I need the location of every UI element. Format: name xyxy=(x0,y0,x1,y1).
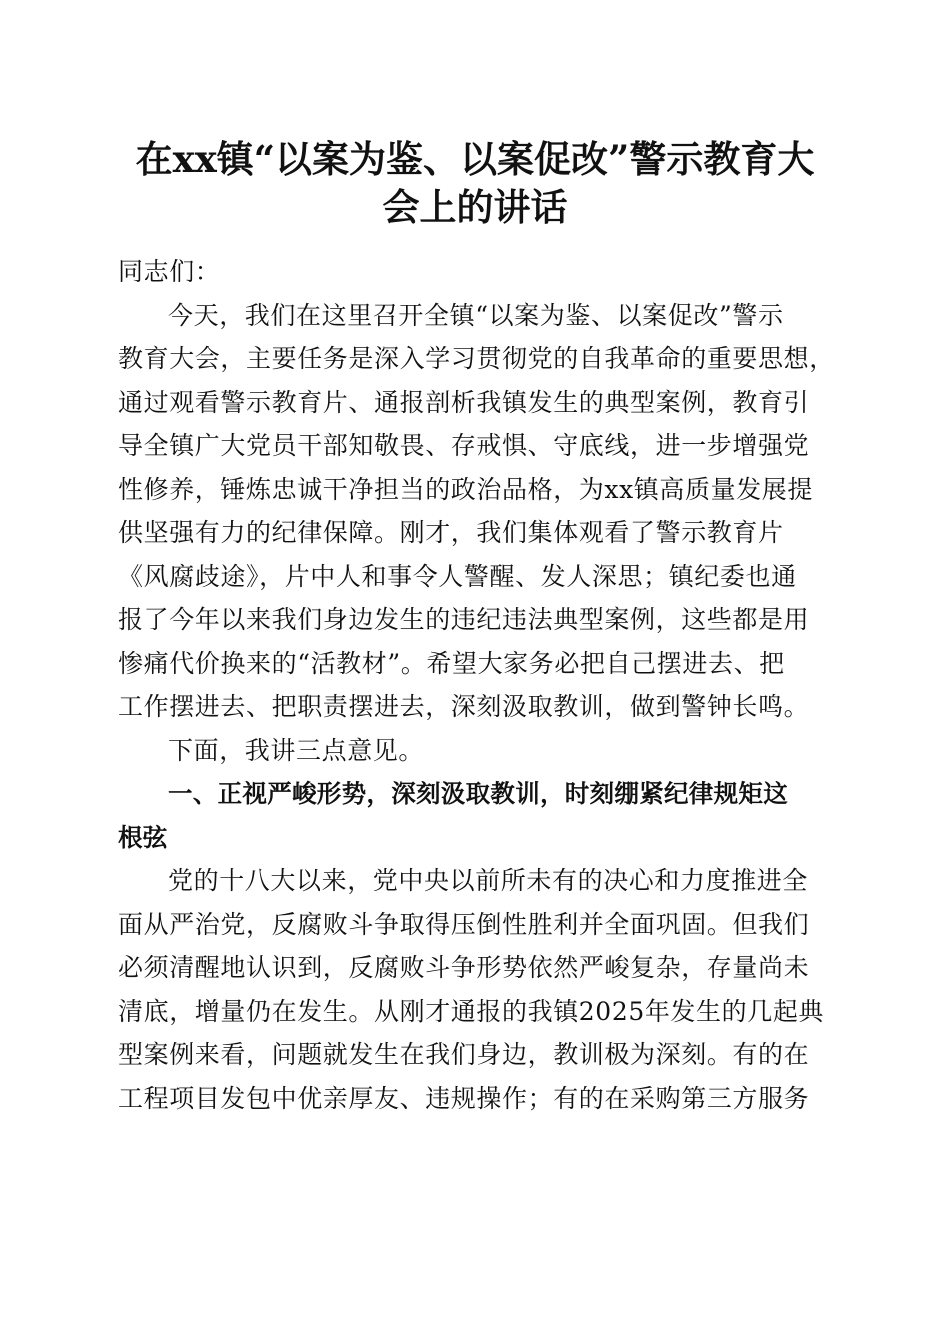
paragraph-line: 面从严治党，反腐败斗争取得压倒性胜利并全面巩固。但我们 xyxy=(118,909,810,939)
title-line-1: 在xx镇“以案为鉴、以案促改”警示教育大 xyxy=(135,137,815,181)
salutation: 同志们： xyxy=(118,257,221,286)
paragraph-line: 《风腐歧途》，片中人和事令人警醒、发人深思；镇纪委也通 xyxy=(118,561,797,591)
heading-line: 根弦 xyxy=(118,822,168,852)
document-body xyxy=(118,250,834,1120)
paragraph-line: 党的十八大以来，党中央以前所未有的决心和力度推进全 xyxy=(168,866,809,895)
paragraph-line: 通过观看警示教育片、通报剖析我镇发生的典型案例，教育引 xyxy=(118,387,810,417)
heading-line: 一、正视严峻形势，深刻汲取教训，时刻绷紧纪律规矩这 xyxy=(168,779,788,808)
paragraph-line: 今天，我们在这里召开全镇“以案为鉴、以案促改”警示 xyxy=(168,300,784,330)
document-title xyxy=(100,135,850,231)
paragraph-line: 导全镇广大党员干部知敬畏、存戒惧、守底线，进一步增强党 xyxy=(118,431,810,460)
paragraph-section-1 xyxy=(118,859,834,1120)
paragraph-line: 型案例来看，问题就发生在我们身边，教训极为深刻。有的在 xyxy=(118,1040,810,1069)
paragraph-line: 必须清醒地认识到，反腐败斗争形势依然严峻复杂，存量尚未 xyxy=(118,953,810,982)
paragraph-line: 工作摆进去、把职责摆进去，深刻汲取教训，做到警钟长鸣。 xyxy=(118,692,810,721)
paragraph-line: 报了今年以来我们身边发生的违纪违法典型案例，这些都是用 xyxy=(118,605,810,634)
paragraph-line: 惨痛代价换来的“活教材”。希望大家务必把自己摆进去、把 xyxy=(118,648,785,678)
paragraph-line: 教育大会，主要任务是深入学习贯彻党的自我革命的重要思想， xyxy=(118,344,835,373)
paragraph-line: 清底，增量仍在发生。从刚才通报的我镇2025年发生的几起典 xyxy=(118,996,825,1026)
paragraph-transition: 下面，我讲三点意见。 xyxy=(168,735,425,765)
section-heading-1 xyxy=(118,772,834,859)
paragraph-line: 供坚强有力的纪律保障。刚才，我们集体观看了警示教育片 xyxy=(118,518,784,547)
paragraph-opening xyxy=(118,294,834,729)
paragraph-line: 工程项目发包中优亲厚友、违规操作；有的在采购第三方服务 xyxy=(118,1083,810,1113)
title-line-2: 会上的讲话 xyxy=(382,185,568,229)
paragraph-line: 性修养，锤炼忠诚干净担当的政治品格，为xx镇高质量发展提 xyxy=(118,474,814,504)
